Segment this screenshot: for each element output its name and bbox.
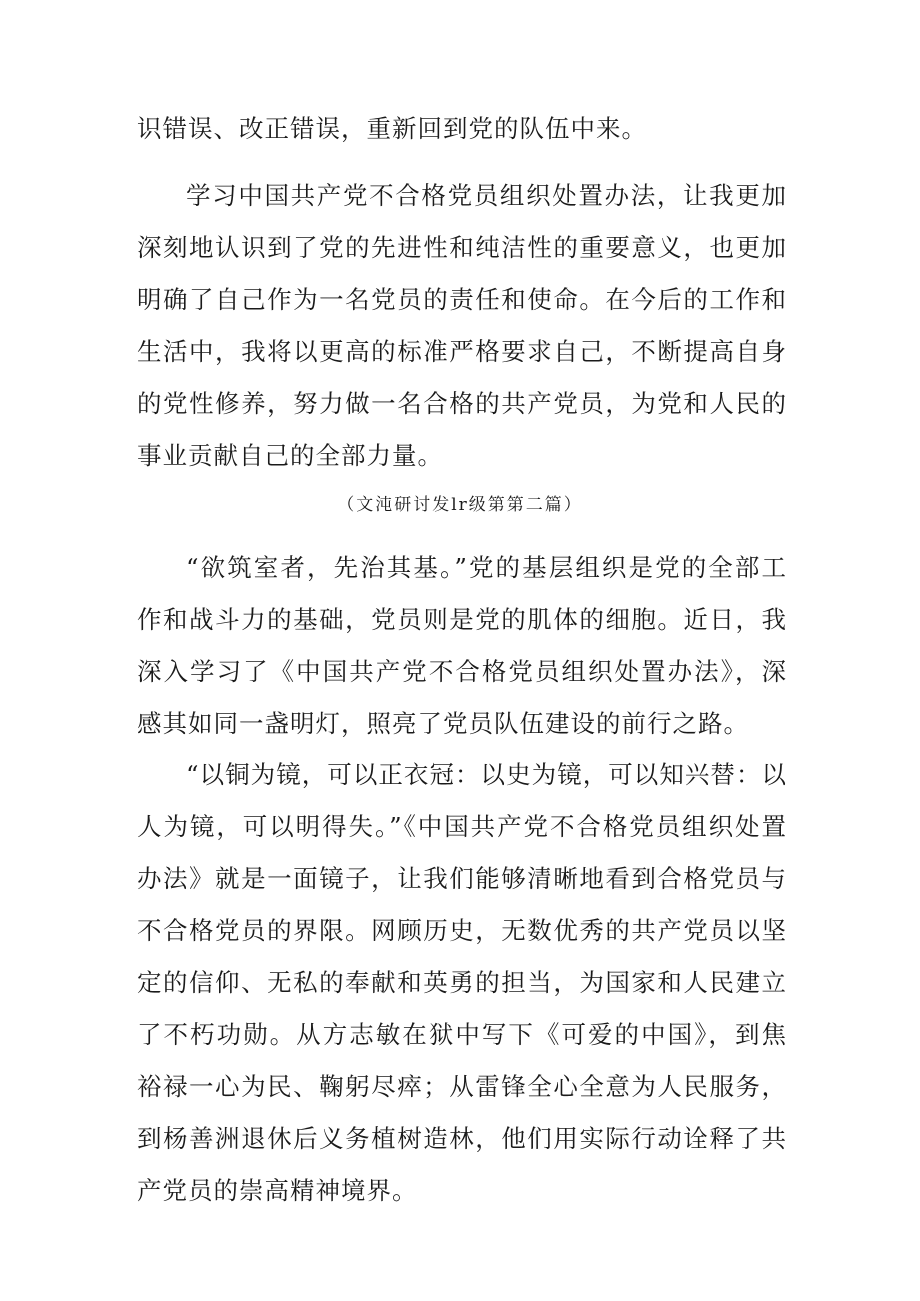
paragraph-continuation: 识错误、改正错误，重新回到党的队伍中来。 <box>137 114 647 143</box>
paragraph-foundation: “欲筑室者，先治其基。”党的基层组织是党的全部工作和战斗力的基础，党员则是党的肌体的细胞。近日，我深入学习了《中国共产党不合格党员组织处置办法》，深感其如同一盏明灯，照亮了党员队伍建设的前行之路。 <box>137 553 787 738</box>
section-heading: （文沌研讨发lr级第第二篇） <box>337 495 583 515</box>
paragraph-mirror: “以铜为镜，可以正衣冠：以史为镜，可以知兴替：以人为镜，可以明得失。”《中国共产党不合格党员组织处置办法》就是一面镜子，让我们能够清晰地看到合格党员与不合格党员的界限。网顾历史，无数优秀的共产党员以坚定的信仰、无私的奉献和英勇的担当，为国家和人民建立了不朽功勋。从方志敏在狱中写下《可爱的中国》，到焦裕禄一心为民、鞠躬尽瘁；从雷锋全心全意为人民服务，到杨善洲退休后义务植树造林，他们用实际行动诠释了共产党员的崇高精神境界。 <box>137 760 787 1205</box>
paragraph-study-reflection: 学习中国共产党不合格党员组织处置办法，让我更加深刻地认识到了党的先进性和纯洁性的重要意义，也更加明确了自己作为一名党员的责任和使命。在今后的工作和生活中，我将以更高的标准严格要求自己，不断提高自身的党性修养，努力做一名合格的共产党员，为党和人民的事业贡献自己的全部力量。 <box>137 181 787 470</box>
